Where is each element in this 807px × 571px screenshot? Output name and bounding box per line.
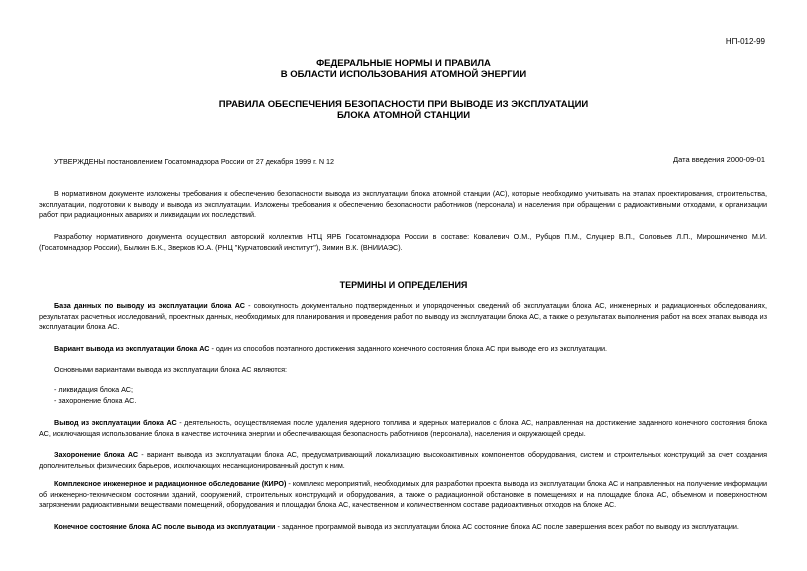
approved-line: УТВЕРЖДЕНЫ постановлением Госатомнадзора России от 27 декабря 1999 г. N 12	[54, 157, 335, 166]
title-line-3: ПРАВИЛА ОБЕСПЕЧЕНИЯ БЕЗОПАСНОСТИ ПРИ ВЫВОДЕ ИЗ ЭКСПЛУАТАЦИИ	[218, 99, 589, 110]
term-paragraph	[39, 479, 767, 511]
term-name: Комплексное инженерное и радиационное обследование (КИРО)	[54, 479, 287, 488]
term-definition: - заданное программой вывода из эксплуатации блока АС состояние блока АС после завершения всех работ по выводу из эксплуатации.	[275, 522, 739, 531]
term-definition: - один из способов поэтапного достижения заданного конечного состояния блока АС при выводе его из эксплуатации.	[209, 344, 608, 353]
term-name: Конечное состояние блока АС после вывода из эксплуатации	[54, 522, 276, 531]
term-name: База данных по выводу из эксплуатации блока АС	[54, 301, 245, 310]
variant-item: - захоронение блока АС.	[54, 396, 137, 405]
title-line-4: БЛОКА АТОМНОЙ СТАНЦИИ	[336, 110, 471, 121]
term-name: Вывод из эксплуатации блока АС	[54, 418, 177, 427]
term-name: Вариант вывода из эксплуатации блока АС	[54, 344, 210, 353]
term-paragraph	[39, 450, 767, 471]
section-title: ТЕРМИНЫ И ОПРЕДЕЛЕНИЯ	[339, 280, 468, 290]
term-name: Захоронение блока АС	[54, 450, 139, 459]
intro-date: Дата введения 2000-09-01	[673, 155, 765, 164]
variant-item: - ликвидация блока АС;	[54, 385, 133, 394]
term-paragraph	[39, 301, 767, 333]
term-definition: - деятельность, осуществляемая после удаления ядерного топлива и ядерных материалов с блока АС, направленная на достижение заданного конечного состояния блока АС, исключающая использование блока в качестве источника энергии и обеспечивающая безопасность работников (персонала), населения и окружающей среды.	[39, 418, 767, 438]
title-line-2: В ОБЛАСТИ ИСПОЛЬЗОВАНИЯ АТОМНОЙ ЭНЕРГИИ	[280, 69, 527, 80]
term-paragraph	[39, 522, 767, 533]
intro-paragraph-2: Разработку нормативного документа осуществил авторский коллектив НТЦ ЯРБ Госатомнадзора России в составе: Ковалевич О.М., Рубцов П.М., Слуцкер В.П., Соловьев Л.П., Мирошниченко М.И. (Госатомнадзор России), Былкин Б.К., Зверков Ю.А. (РНЦ "Курчатовский институт"), Зимин В.К. (ВНИИАЭС).	[39, 232, 767, 252]
term-definition: - комплекс мероприятий, необходимых для разработки проекта вывода из эксплуатации блока АС и направленных на получение информации об инженерно-техническом состоянии зданий, сооружений, строительных конструкций и оборудования, а также о радиационной обстановке в помещениях и на площадке блока АС, объемном и поверхностном загрязнении радиоактивными веществами помещений, оборудования и площадки блока АС, качественном и количественном составе радиоактивных отходов на блоке АС.	[39, 479, 767, 509]
term-paragraph	[39, 418, 767, 439]
title-line-1: ФЕДЕРАЛЬНЫЕ НОРМЫ И ПРАВИЛА	[316, 58, 491, 69]
intro-paragraph-1: В нормативном документе изложены требования к обеспечению безопасности вывода из эксплуатации блока атомной станции (АС), которые необходимо учитывать на этапах проектирования, строительства, эксплуатации, подготовки к выводу и вывода из эксплуатации. Изложены требования к обеспечению безопасности работников (персонала) и населения при обращении с радиоактивными отходами, к организации работ при радиационных авариях и ликвидации их последствий.	[39, 189, 767, 219]
doc-number: НП-012-99	[725, 37, 765, 46]
term-definition: - совокупность документально подтвержденных и упорядоченных сведений об эксплуатации блока АС, инженерных и радиационных обследованиях, результатах расчетных исследований, проектных данных, необходимых для планирования и проведения работ по выводу из эксплуатации блока АС, а также о результатах выполнения работ на всех этапах вывода из эксплуатации блока АС.	[39, 301, 767, 331]
variants-intro: Основными вариантами вывода из эксплуатации блока АС являются:	[54, 365, 288, 374]
term-definition: - вариант вывода из эксплуатации блока АС, предусматривающий локализацию высокоактивных компонентов оборудования, систем и строительных конструкций за счет создания дополнительных физических барьеров, исключающих несанкционированный доступ к ним.	[39, 450, 767, 470]
term-paragraph	[39, 344, 767, 355]
